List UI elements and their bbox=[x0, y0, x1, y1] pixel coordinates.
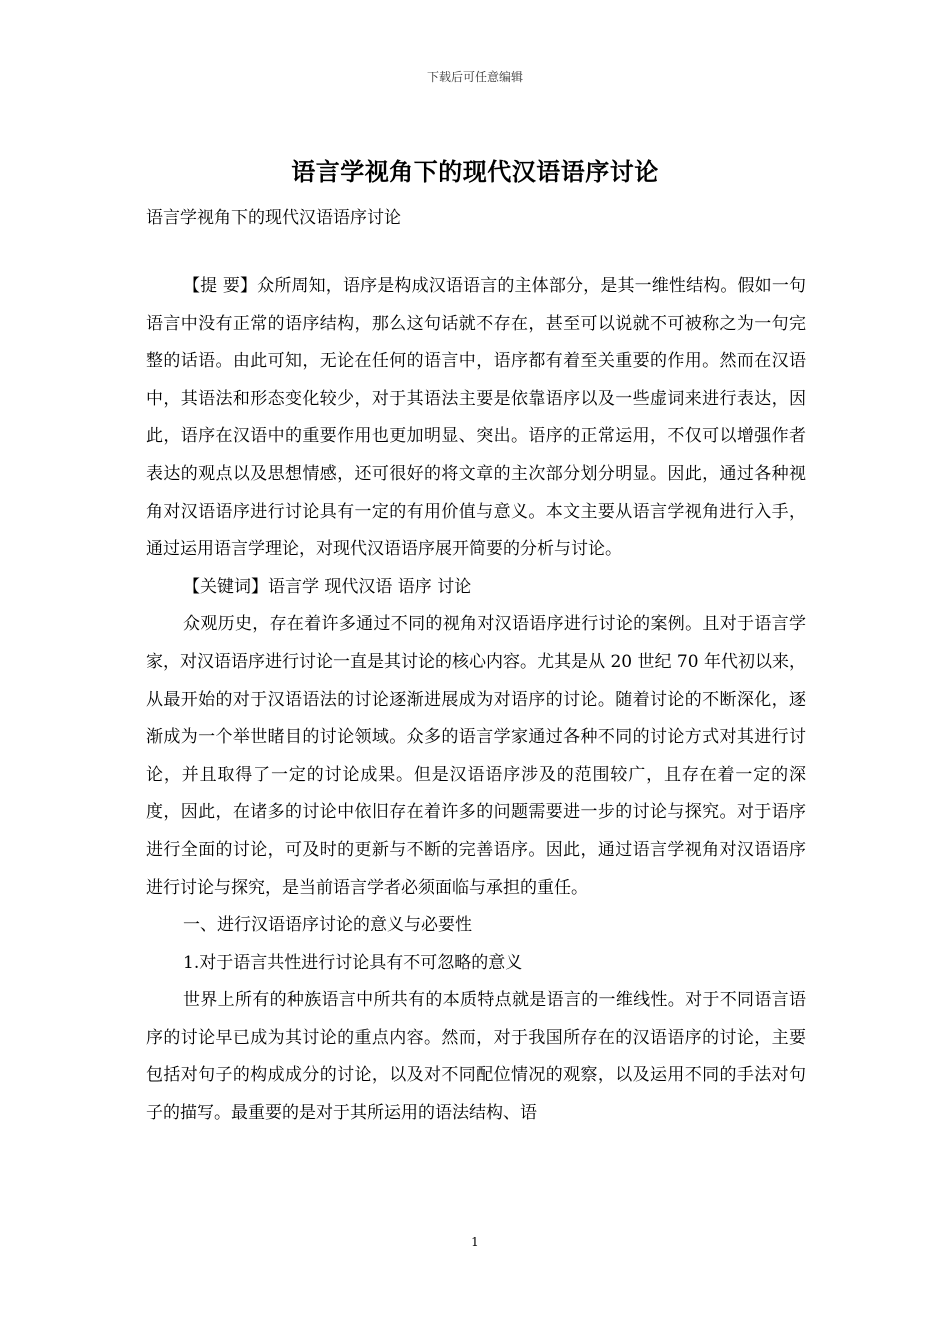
section-heading: 一、进行汉语语序讨论的意义与必要性 bbox=[183, 915, 472, 936]
body-text bbox=[146, 268, 806, 1133]
body-paragraph: 世界上所有的种族语言中所共有的本质特点就是语言的一维线性。对于不同语言语序的讨论早已成为其讨论的重点内容。然而，对于我国所存在的汉语语序的讨论，主要包括对句子的构成成分的讨论，以及对不同配位情况的观察，以及运用不同的手法对句子的描写。最重要的是对于其所运用的语法结构、语 bbox=[146, 990, 806, 1124]
document-title: 语言学视角下的现代汉语语序讨论 bbox=[291, 157, 659, 186]
subsection-heading: 1.对于语言共性进行讨论具有不可忽略的意义 bbox=[183, 952, 523, 973]
abstract-paragraph: 【提 要】众所周知，语序是构成汉语语言的主体部分，是其一维性结构。假如一句语言中没有正常的语序结构，那么这句话就不存在，甚至可以说就不可被称之为一句完整的话语。由此可知，无论在任何的语言中，语序都有着至关重要的作用。然而在汉语中，其语法和形态变化较少，对于其语法主要是依靠语序以及一些虚词来进行表达，因此，语序在汉语中的重要作用也更加明显、突出。语序的正常运用，不仅可以增强作者表达的观点以及思想情感，还可很好的将文章的主次部分划分明显。因此，通过各种视角对汉语语序进行讨论具有一定的有用价值与意义。本文主要从语言学视角进行入手，通过运用语言学理论，对现代汉语语序展开简要的分析与讨论。 bbox=[146, 276, 806, 560]
keywords-paragraph: 【关键词】语言学 现代汉语 语序 讨论 bbox=[183, 576, 472, 597]
intro-paragraph: 众观历史，存在着许多通过不同的视角对汉语语序进行讨论的案例。且对于语言学家，对汉语语序进行讨论一直是其讨论的核心内容。尤其是从 20 世纪 70 年代初以来，从最开始的对于汉语语法的讨论逐渐进展成为对语序的讨论。随着讨论的不断深化，逐渐成为一个举世睹目的讨论领域。众多的语言学家通过各种不同的讨论方式对其进行讨论，并且取得了一定的讨论成果。但是汉语语序涉及的范围较广，且存在着一定的深度，因此，在诸多的讨论中依旧存在着许多的问题需要进一步的讨论与探究。对于语序进行全面的讨论，可及时的更新与不断的完善语序。因此，通过语言学视角对汉语语序进行讨论与探究，是当前语言学者必须面临与承担的重任。 bbox=[146, 614, 806, 898]
page-header-note: 下载后可任意编辑 bbox=[426, 70, 523, 84]
document-subtitle: 语言学视角下的现代汉语语序讨论 bbox=[146, 208, 401, 228]
page-number: 1 bbox=[471, 1235, 479, 1249]
